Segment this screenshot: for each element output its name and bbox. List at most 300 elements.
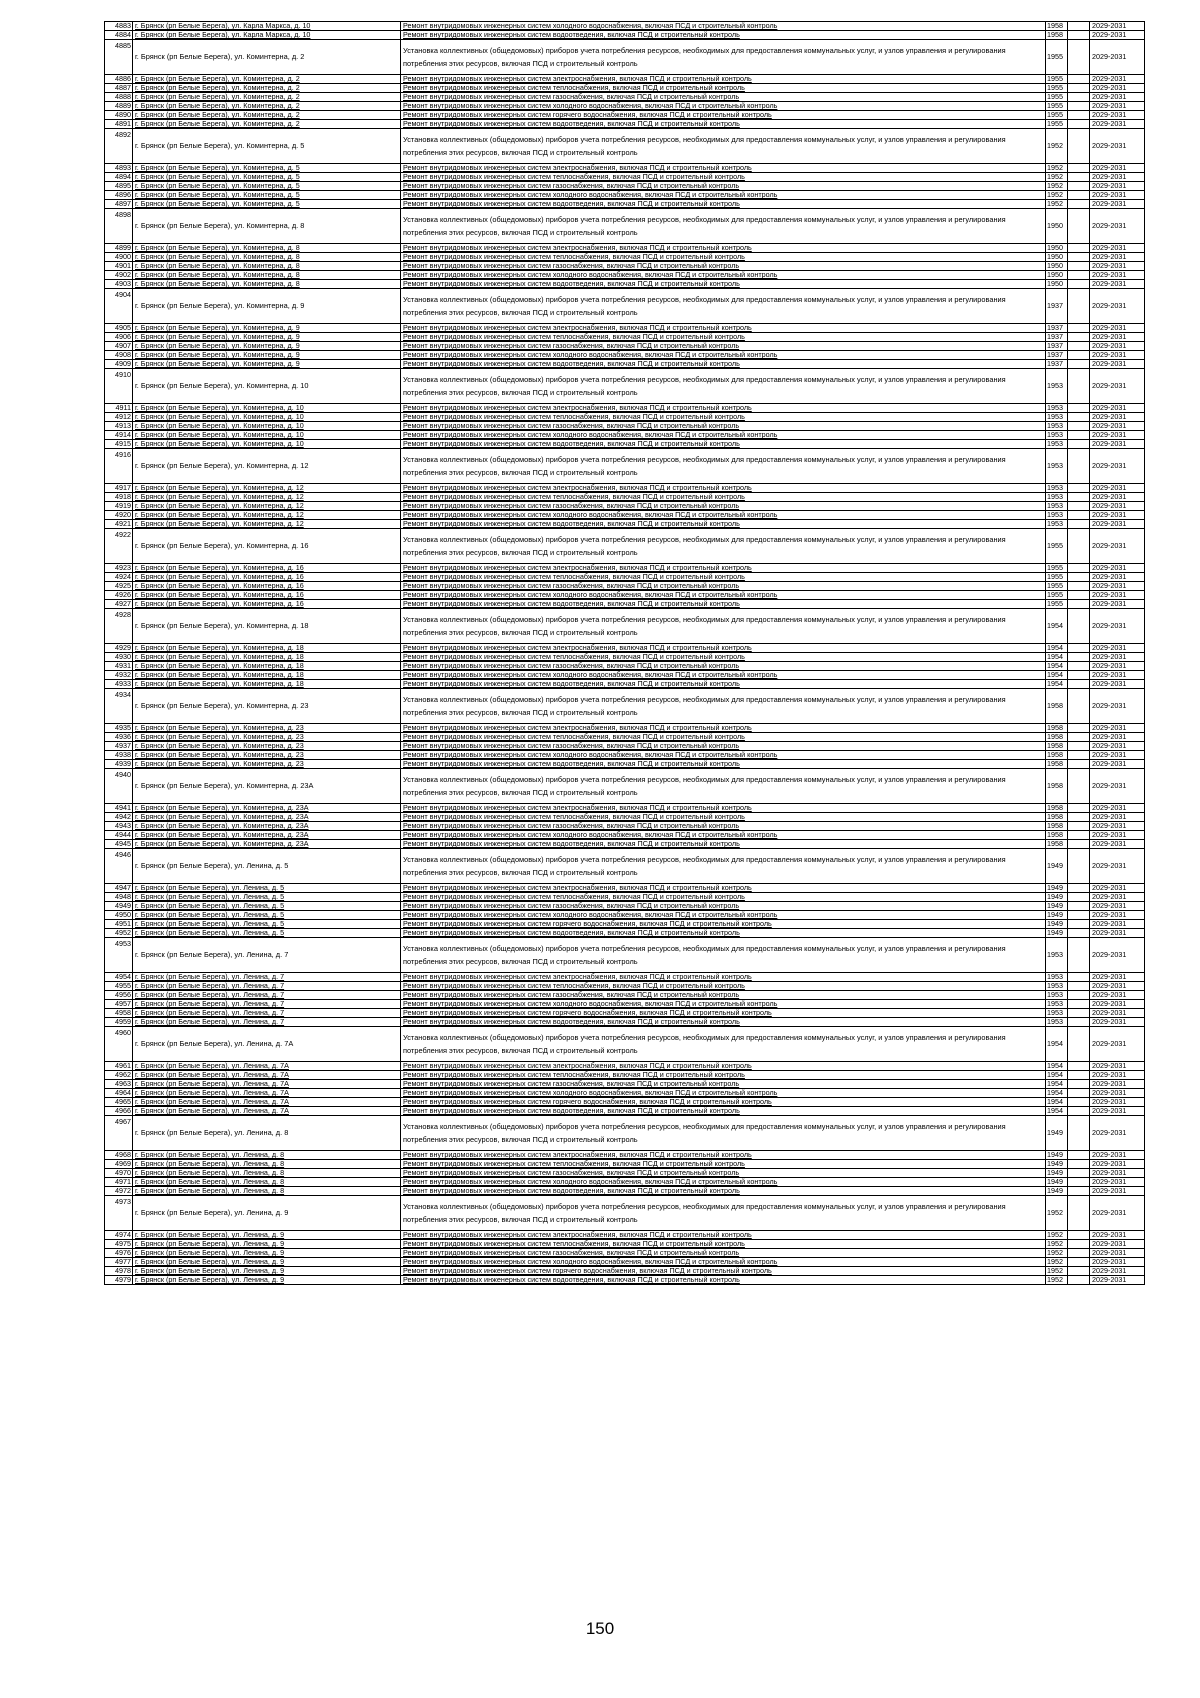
row-number: 4955	[105, 982, 133, 991]
row-number: 4894	[105, 173, 133, 182]
table-row	[105, 662, 1145, 671]
table-row	[105, 413, 1145, 422]
table-row	[105, 173, 1145, 182]
work-description-cell: Ремонт внутридомовых инженерных систем электроснабжения, включая ПСД и строительный контроль	[401, 973, 1046, 982]
period-cell: 2029-2031	[1090, 1187, 1145, 1196]
address-cell: г. Брянск (рп Белые Берега), ул. Коминтерна, д. 2	[133, 102, 401, 111]
work-description-cell: Ремонт внутридомовых инженерных систем теплоснабжения, включая ПСД и строительный контроль	[401, 333, 1046, 342]
table-row	[105, 973, 1145, 982]
build-year-cell: 1958	[1046, 733, 1068, 742]
build-year-cell: 1958	[1046, 31, 1068, 40]
work-description-cell: Ремонт внутридомовых инженерных систем холодного водоснабжения, включая ПСД и строительный контроль	[401, 831, 1046, 840]
build-year-cell: 1954	[1046, 1062, 1068, 1071]
address-cell: г. Брянск (рп Белые Берега), ул. Ленина, д. 7	[133, 1000, 401, 1009]
build-year-cell: 1952	[1046, 1249, 1068, 1258]
table-row	[105, 1080, 1145, 1089]
table-row	[105, 1240, 1145, 1249]
work-description-cell: Ремонт внутридомовых инженерных систем теплоснабжения, включая ПСД и строительный контроль	[401, 1240, 1046, 1249]
blank-cell	[1068, 333, 1090, 342]
build-year-cell: 1937	[1046, 333, 1068, 342]
table-row	[105, 440, 1145, 449]
build-year-cell: 1958	[1046, 804, 1068, 813]
row-number: 4958	[105, 1009, 133, 1018]
row-number: 4936	[105, 733, 133, 742]
address-cell: г. Брянск (рп Белые Берега), ул. Коминтерна, д. 23А	[133, 822, 401, 831]
row-number: 4924	[105, 573, 133, 582]
row-number: 4944	[105, 831, 133, 840]
row-number: 4897	[105, 200, 133, 209]
table-row	[105, 902, 1145, 911]
work-description-cell: Установка коллективных (общедомовых) приборов учета потребления ресурсов, необходимых для предоставления коммунальных услуг, и узлов управления и регулирования потребления этих ресурсов, включая ПСД и строительный контроль	[401, 938, 1046, 973]
table-row	[105, 120, 1145, 129]
period-cell: 2029-2031	[1090, 493, 1145, 502]
table-row	[105, 1258, 1145, 1267]
blank-cell	[1068, 1178, 1090, 1187]
row-number: 4885	[105, 40, 133, 75]
address-cell: г. Брянск (рп Белые Берега), ул. Коминтерна, д. 12	[133, 502, 401, 511]
address-cell: г. Брянск (рп Белые Берега), ул. Ленина, д. 8	[133, 1169, 401, 1178]
period-cell: 2029-2031	[1090, 1089, 1145, 1098]
blank-cell	[1068, 680, 1090, 689]
address-cell: г. Брянск (рп Белые Берега), ул. Ленина, д. 9	[133, 1240, 401, 1249]
row-number: 4930	[105, 653, 133, 662]
build-year-cell: 1955	[1046, 564, 1068, 573]
work-description-cell: Ремонт внутридомовых инженерных систем электроснабжения, включая ПСД и строительный контроль	[401, 1231, 1046, 1240]
period-cell: 2029-2031	[1090, 351, 1145, 360]
blank-cell	[1068, 431, 1090, 440]
work-description-cell: Ремонт внутридомовых инженерных систем электроснабжения, включая ПСД и строительный контроль	[401, 564, 1046, 573]
table-row	[105, 742, 1145, 751]
work-description-cell: Ремонт внутридомовых инженерных систем газоснабжения, включая ПСД и строительный контроль	[401, 1249, 1046, 1258]
build-year-cell: 1955	[1046, 600, 1068, 609]
blank-cell	[1068, 929, 1090, 938]
table-row	[105, 1107, 1145, 1116]
table-row	[105, 849, 1145, 884]
address-cell: г. Брянск (рп Белые Берега), ул. Ленина, д. 9	[133, 1249, 401, 1258]
address-cell: г. Брянск (рп Белые Берега), ул. Ленина, д. 9	[133, 1196, 401, 1231]
table-row	[105, 840, 1145, 849]
table-row	[105, 342, 1145, 351]
build-year-cell: 1953	[1046, 982, 1068, 991]
address-cell: г. Брянск (рп Белые Берега), ул. Коминтерна, д. 2	[133, 120, 401, 129]
row-number: 4922	[105, 529, 133, 564]
period-cell: 2029-2031	[1090, 324, 1145, 333]
table-row	[105, 511, 1145, 520]
table-row	[105, 280, 1145, 289]
period-cell: 2029-2031	[1090, 164, 1145, 173]
address-cell: г. Брянск (рп Белые Берега), ул. Ленина, д. 9	[133, 1276, 401, 1285]
build-year-cell: 1952	[1046, 1196, 1068, 1231]
table-row	[105, 1169, 1145, 1178]
blank-cell	[1068, 600, 1090, 609]
period-cell: 2029-2031	[1090, 884, 1145, 893]
period-cell: 2029-2031	[1090, 40, 1145, 75]
address-cell: г. Брянск (рп Белые Берега), ул. Коминтерна, д. 12	[133, 511, 401, 520]
blank-cell	[1068, 644, 1090, 653]
address-cell: г. Брянск (рп Белые Берега), ул. Коминтерна, д. 23	[133, 733, 401, 742]
address-cell: г. Брянск (рп Белые Берега), ул. Ленина, д. 7	[133, 938, 401, 973]
address-cell: г. Брянск (рп Белые Берега), ул. Коминтерна, д. 10	[133, 431, 401, 440]
period-cell: 2029-2031	[1090, 440, 1145, 449]
row-number: 4892	[105, 129, 133, 164]
work-description-cell: Ремонт внутридомовых инженерных систем холодного водоснабжения, включая ПСД и строительный контроль	[401, 1258, 1046, 1267]
build-year-cell: 1953	[1046, 502, 1068, 511]
table-row	[105, 1018, 1145, 1027]
address-cell: г. Брянск (рп Белые Берега), ул. Коминтерна, д. 5	[133, 191, 401, 200]
address-cell: г. Брянск (рп Белые Берега), ул. Коминтерна, д. 23	[133, 760, 401, 769]
work-description-cell: Установка коллективных (общедомовых) приборов учета потребления ресурсов, необходимых для предоставления коммунальных услуг, и узлов управления и регулирования потребления этих ресурсов, включая ПСД и строительный контроль	[401, 129, 1046, 164]
blank-cell	[1068, 369, 1090, 404]
table-row	[105, 324, 1145, 333]
table-row	[105, 84, 1145, 93]
period-cell: 2029-2031	[1090, 991, 1145, 1000]
period-cell: 2029-2031	[1090, 742, 1145, 751]
page-number: 150	[585, 1619, 615, 1638]
blank-cell	[1068, 689, 1090, 724]
blank-cell	[1068, 520, 1090, 529]
address-cell: г. Брянск (рп Белые Берега), ул. Ленина, д. 7	[133, 1009, 401, 1018]
blank-cell	[1068, 413, 1090, 422]
row-number: 4902	[105, 271, 133, 280]
address-cell: г. Брянск (рп Белые Берега), ул. Коминтерна, д. 18	[133, 644, 401, 653]
address-cell: г. Брянск (рп Белые Берега), ул. Ленина, д. 7А	[133, 1107, 401, 1116]
work-description-cell: Ремонт внутридомовых инженерных систем холодного водоснабжения, включая ПСД и строительный контроль	[401, 102, 1046, 111]
table-row	[105, 991, 1145, 1000]
period-cell: 2029-2031	[1090, 600, 1145, 609]
blank-cell	[1068, 653, 1090, 662]
period-cell: 2029-2031	[1090, 449, 1145, 484]
table-row	[105, 182, 1145, 191]
period-cell: 2029-2031	[1090, 1267, 1145, 1276]
work-description-cell: Ремонт внутридомовых инженерных систем теплоснабжения, включая ПСД и строительный контроль	[401, 253, 1046, 262]
build-year-cell: 1949	[1046, 902, 1068, 911]
build-year-cell: 1937	[1046, 342, 1068, 351]
table-row	[105, 31, 1145, 40]
table-row	[105, 609, 1145, 644]
row-number: 4914	[105, 431, 133, 440]
blank-cell	[1068, 84, 1090, 93]
period-cell: 2029-2031	[1090, 831, 1145, 840]
work-description-cell: Ремонт внутридомовых инженерных систем электроснабжения, включая ПСД и строительный контроль	[401, 1151, 1046, 1160]
build-year-cell: 1949	[1046, 1169, 1068, 1178]
period-cell: 2029-2031	[1090, 591, 1145, 600]
work-description-cell: Ремонт внутридомовых инженерных систем электроснабжения, включая ПСД и строительный контроль	[401, 244, 1046, 253]
work-description-cell: Ремонт внутридомовых инженерных систем водоотведения, включая ПСД и строительный контроль	[401, 1187, 1046, 1196]
blank-cell	[1068, 1187, 1090, 1196]
build-year-cell: 1952	[1046, 129, 1068, 164]
row-number: 4919	[105, 502, 133, 511]
address-cell: г. Брянск (рп Белые Берега), ул. Коминтерна, д. 16	[133, 591, 401, 600]
period-cell: 2029-2031	[1090, 573, 1145, 582]
address-cell: г. Брянск (рп Белые Берега), ул. Коминтерна, д. 16	[133, 573, 401, 582]
address-cell: г. Брянск (рп Белые Берега), ул. Коминтерна, д. 9	[133, 289, 401, 324]
blank-cell	[1068, 831, 1090, 840]
period-cell: 2029-2031	[1090, 929, 1145, 938]
address-cell: г. Брянск (рп Белые Берега), ул. Коминтерна, д. 12	[133, 449, 401, 484]
period-cell: 2029-2031	[1090, 769, 1145, 804]
address-cell: г. Брянск (рп Белые Берега), ул. Коминтерна, д. 8	[133, 262, 401, 271]
work-description-cell: Ремонт внутридомовых инженерных систем холодного водоснабжения, включая ПСД и строительный контроль	[401, 591, 1046, 600]
build-year-cell: 1953	[1046, 1009, 1068, 1018]
row-number: 4895	[105, 182, 133, 191]
row-number: 4883	[105, 22, 133, 31]
blank-cell	[1068, 849, 1090, 884]
table-row	[105, 1231, 1145, 1240]
address-cell: г. Брянск (рп Белые Берега), ул. Коминтерна, д. 18	[133, 653, 401, 662]
address-cell: г. Брянск (рп Белые Берега), ул. Коминтерна, д. 18	[133, 680, 401, 689]
row-number: 4934	[105, 689, 133, 724]
blank-cell	[1068, 760, 1090, 769]
table-row	[105, 75, 1145, 84]
table-row	[105, 1196, 1145, 1231]
row-number: 4945	[105, 840, 133, 849]
table-row	[105, 484, 1145, 493]
address-cell: г. Брянск (рп Белые Берега), ул. Ленина, д. 7	[133, 973, 401, 982]
table-row	[105, 493, 1145, 502]
table-row	[105, 804, 1145, 813]
build-year-cell: 1952	[1046, 173, 1068, 182]
blank-cell	[1068, 573, 1090, 582]
address-cell: г. Брянск (рп Белые Берега), ул. Коминтерна, д. 5	[133, 129, 401, 164]
blank-cell	[1068, 1009, 1090, 1018]
blank-cell	[1068, 733, 1090, 742]
address-cell: г. Брянск (рп Белые Берега), ул. Ленина, д. 5	[133, 893, 401, 902]
address-cell: г. Брянск (рп Белые Берега), ул. Коминтерна, д. 23А	[133, 831, 401, 840]
period-cell: 2029-2031	[1090, 191, 1145, 200]
address-cell: г. Брянск (рп Белые Берега), ул. Ленина, д. 7А	[133, 1071, 401, 1080]
blank-cell	[1068, 769, 1090, 804]
address-cell: г. Брянск (рп Белые Берега), ул. Коминтерна, д. 23А	[133, 813, 401, 822]
build-year-cell: 1953	[1046, 404, 1068, 413]
table-row	[105, 404, 1145, 413]
build-year-cell: 1950	[1046, 244, 1068, 253]
work-description-cell: Ремонт внутридомовых инженерных систем холодного водоснабжения, включая ПСД и строительный контроль	[401, 671, 1046, 680]
build-year-cell: 1955	[1046, 591, 1068, 600]
period-cell: 2029-2031	[1090, 893, 1145, 902]
address-cell: г. Брянск (рп Белые Берега), ул. Ленина, д. 9	[133, 1231, 401, 1240]
table-row	[105, 244, 1145, 253]
period-cell: 2029-2031	[1090, 1151, 1145, 1160]
period-cell: 2029-2031	[1090, 751, 1145, 760]
address-cell: г. Брянск (рп Белые Берега), ул. Ленина, д. 7А	[133, 1062, 401, 1071]
period-cell: 2029-2031	[1090, 280, 1145, 289]
work-description-cell: Ремонт внутридомовых инженерных систем водоотведения, включая ПСД и строительный контроль	[401, 600, 1046, 609]
build-year-cell: 1949	[1046, 893, 1068, 902]
blank-cell	[1068, 449, 1090, 484]
row-number: 4905	[105, 324, 133, 333]
build-year-cell: 1949	[1046, 1116, 1068, 1151]
address-cell: г. Брянск (рп Белые Берега), ул. Коминтерна, д. 16	[133, 564, 401, 573]
period-cell: 2029-2031	[1090, 209, 1145, 244]
row-number: 4976	[105, 1249, 133, 1258]
blank-cell	[1068, 342, 1090, 351]
build-year-cell: 1958	[1046, 813, 1068, 822]
work-description-cell: Ремонт внутридомовых инженерных систем горячего водоснабжения, включая ПСД и строительный контроль	[401, 1009, 1046, 1018]
work-description-cell: Установка коллективных (общедомовых) приборов учета потребления ресурсов, необходимых для предоставления коммунальных услуг, и узлов управления и регулирования потребления этих ресурсов, включая ПСД и строительный контроль	[401, 849, 1046, 884]
table-row	[105, 733, 1145, 742]
row-number: 4968	[105, 1151, 133, 1160]
build-year-cell: 1955	[1046, 102, 1068, 111]
row-number: 4913	[105, 422, 133, 431]
table-row	[105, 111, 1145, 120]
row-number: 4935	[105, 724, 133, 733]
table-row	[105, 502, 1145, 511]
table-row	[105, 884, 1145, 893]
build-year-cell: 1953	[1046, 413, 1068, 422]
build-year-cell: 1953	[1046, 484, 1068, 493]
blank-cell	[1068, 840, 1090, 849]
address-cell: г. Брянск (рп Белые Берега), ул. Коминтерна, д. 18	[133, 609, 401, 644]
period-cell: 2029-2031	[1090, 1071, 1145, 1080]
address-cell: г. Брянск (рп Белые Берега), ул. Ленина, д. 9	[133, 1267, 401, 1276]
address-cell: г. Брянск (рп Белые Берега), ул. Коминтерна, д. 10	[133, 404, 401, 413]
blank-cell	[1068, 893, 1090, 902]
period-cell: 2029-2031	[1090, 1160, 1145, 1169]
blank-cell	[1068, 31, 1090, 40]
work-description-cell: Ремонт внутридомовых инженерных систем водоотведения, включая ПСД и строительный контроль	[401, 31, 1046, 40]
period-cell: 2029-2031	[1090, 644, 1145, 653]
works-table	[104, 21, 1145, 1285]
work-description-cell: Ремонт внутридомовых инженерных систем теплоснабжения, включая ПСД и строительный контроль	[401, 1071, 1046, 1080]
address-cell: г. Брянск (рп Белые Берега), ул. Ленина, д. 7	[133, 1018, 401, 1027]
period-cell: 2029-2031	[1090, 75, 1145, 84]
blank-cell	[1068, 938, 1090, 973]
address-cell: г. Брянск (рп Белые Берега), ул. Коминтерна, д. 5	[133, 200, 401, 209]
blank-cell	[1068, 1258, 1090, 1267]
period-cell: 2029-2031	[1090, 1062, 1145, 1071]
build-year-cell: 1953	[1046, 440, 1068, 449]
build-year-cell: 1949	[1046, 1178, 1068, 1187]
row-number: 4888	[105, 93, 133, 102]
period-cell: 2029-2031	[1090, 671, 1145, 680]
build-year-cell: 1955	[1046, 40, 1068, 75]
blank-cell	[1068, 502, 1090, 511]
row-number: 4915	[105, 440, 133, 449]
build-year-cell: 1953	[1046, 973, 1068, 982]
row-number: 4972	[105, 1187, 133, 1196]
work-description-cell: Ремонт внутридомовых инженерных систем теплоснабжения, включая ПСД и строительный контроль	[401, 493, 1046, 502]
blank-cell	[1068, 120, 1090, 129]
table-row	[105, 360, 1145, 369]
work-description-cell: Ремонт внутридомовых инженерных систем электроснабжения, включая ПСД и строительный контроль	[401, 724, 1046, 733]
address-cell: г. Брянск (рп Белые Берега), ул. Коминтерна, д. 8	[133, 253, 401, 262]
build-year-cell: 1949	[1046, 1187, 1068, 1196]
row-number: 4921	[105, 520, 133, 529]
table-row	[105, 1089, 1145, 1098]
work-description-cell: Ремонт внутридомовых инженерных систем газоснабжения, включая ПСД и строительный контроль	[401, 742, 1046, 751]
blank-cell	[1068, 289, 1090, 324]
blank-cell	[1068, 173, 1090, 182]
blank-cell	[1068, 262, 1090, 271]
period-cell: 2029-2031	[1090, 369, 1145, 404]
address-cell: г. Брянск (рп Белые Берега), ул. Коминтерна, д. 16	[133, 582, 401, 591]
work-description-cell: Ремонт внутридомовых инженерных систем газоснабжения, включая ПСД и строительный контроль	[401, 262, 1046, 271]
build-year-cell: 1954	[1046, 680, 1068, 689]
table-row	[105, 564, 1145, 573]
row-number: 4939	[105, 760, 133, 769]
blank-cell	[1068, 93, 1090, 102]
row-number: 4884	[105, 31, 133, 40]
period-cell: 2029-2031	[1090, 733, 1145, 742]
build-year-cell: 1952	[1046, 191, 1068, 200]
period-cell: 2029-2031	[1090, 431, 1145, 440]
blank-cell	[1068, 920, 1090, 929]
period-cell: 2029-2031	[1090, 413, 1145, 422]
row-number: 4893	[105, 164, 133, 173]
blank-cell	[1068, 1267, 1090, 1276]
build-year-cell: 1958	[1046, 840, 1068, 849]
work-description-cell: Установка коллективных (общедомовых) приборов учета потребления ресурсов, необходимых для предоставления коммунальных услуг, и узлов управления и регулирования потребления этих ресурсов, включая ПСД и строительный контроль	[401, 369, 1046, 404]
table-row	[105, 1116, 1145, 1151]
period-cell: 2029-2031	[1090, 1276, 1145, 1285]
blank-cell	[1068, 484, 1090, 493]
work-description-cell: Ремонт внутридомовых инженерных систем водоотведения, включая ПСД и строительный контроль	[401, 120, 1046, 129]
table-row	[105, 200, 1145, 209]
work-description-cell: Ремонт внутридомовых инженерных систем водоотведения, включая ПСД и строительный контроль	[401, 360, 1046, 369]
build-year-cell: 1949	[1046, 929, 1068, 938]
table-row	[105, 1178, 1145, 1187]
period-cell: 2029-2031	[1090, 849, 1145, 884]
work-description-cell: Ремонт внутридомовых инженерных систем газоснабжения, включая ПСД и строительный контроль	[401, 902, 1046, 911]
blank-cell	[1068, 529, 1090, 564]
period-cell: 2029-2031	[1090, 333, 1145, 342]
blank-cell	[1068, 1000, 1090, 1009]
row-number: 4909	[105, 360, 133, 369]
period-cell: 2029-2031	[1090, 520, 1145, 529]
period-cell: 2029-2031	[1090, 404, 1145, 413]
row-number: 4917	[105, 484, 133, 493]
address-cell: г. Брянск (рп Белые Берега), ул. Коминтерна, д. 5	[133, 182, 401, 191]
work-description-cell: Ремонт внутридомовых инженерных систем электроснабжения, включая ПСД и строительный контроль	[401, 484, 1046, 493]
blank-cell	[1068, 662, 1090, 671]
work-description-cell: Ремонт внутридомовых инженерных систем холодного водоснабжения, включая ПСД и строительный контроль	[401, 911, 1046, 920]
row-number: 4933	[105, 680, 133, 689]
work-description-cell: Установка коллективных (общедомовых) приборов учета потребления ресурсов, необходимых для предоставления коммунальных услуг, и узлов управления и регулирования потребления этих ресурсов, включая ПСД и строительный контроль	[401, 449, 1046, 484]
row-number: 4950	[105, 911, 133, 920]
period-cell: 2029-2031	[1090, 342, 1145, 351]
address-cell: г. Брянск (рп Белые Берега), ул. Коминтерна, д. 2	[133, 75, 401, 84]
blank-cell	[1068, 671, 1090, 680]
row-number: 4928	[105, 609, 133, 644]
build-year-cell: 1955	[1046, 93, 1068, 102]
period-cell: 2029-2031	[1090, 173, 1145, 182]
build-year-cell: 1952	[1046, 1258, 1068, 1267]
address-cell: г. Брянск (рп Белые Берега), ул. Коминтерна, д. 2	[133, 40, 401, 75]
address-cell: г. Брянск (рп Белые Берега), ул. Карла Маркса, д. 10	[133, 31, 401, 40]
build-year-cell: 1955	[1046, 84, 1068, 93]
blank-cell	[1068, 1249, 1090, 1258]
table-row	[105, 1009, 1145, 1018]
build-year-cell: 1953	[1046, 431, 1068, 440]
build-year-cell: 1958	[1046, 760, 1068, 769]
table-row	[105, 831, 1145, 840]
address-cell: г. Брянск (рп Белые Берега), ул. Коминтерна, д. 23А	[133, 840, 401, 849]
work-description-cell: Ремонт внутридомовых инженерных систем водоотведения, включая ПСД и строительный контроль	[401, 1107, 1046, 1116]
work-description-cell: Ремонт внутридомовых инженерных систем горячего водоснабжения, включая ПСД и строительный контроль	[401, 1098, 1046, 1107]
build-year-cell: 1954	[1046, 1107, 1068, 1116]
build-year-cell: 1950	[1046, 262, 1068, 271]
work-description-cell: Ремонт внутридомовых инженерных систем теплоснабжения, включая ПСД и строительный контроль	[401, 573, 1046, 582]
row-number: 4886	[105, 75, 133, 84]
build-year-cell: 1955	[1046, 529, 1068, 564]
table-row	[105, 209, 1145, 244]
table-row	[105, 671, 1145, 680]
period-cell: 2029-2031	[1090, 680, 1145, 689]
period-cell: 2029-2031	[1090, 360, 1145, 369]
address-cell: г. Брянск (рп Белые Берега), ул. Коминтерна, д. 9	[133, 351, 401, 360]
table-row	[105, 520, 1145, 529]
address-cell: г. Брянск (рп Белые Берега), ул. Коминтерна, д. 23	[133, 724, 401, 733]
